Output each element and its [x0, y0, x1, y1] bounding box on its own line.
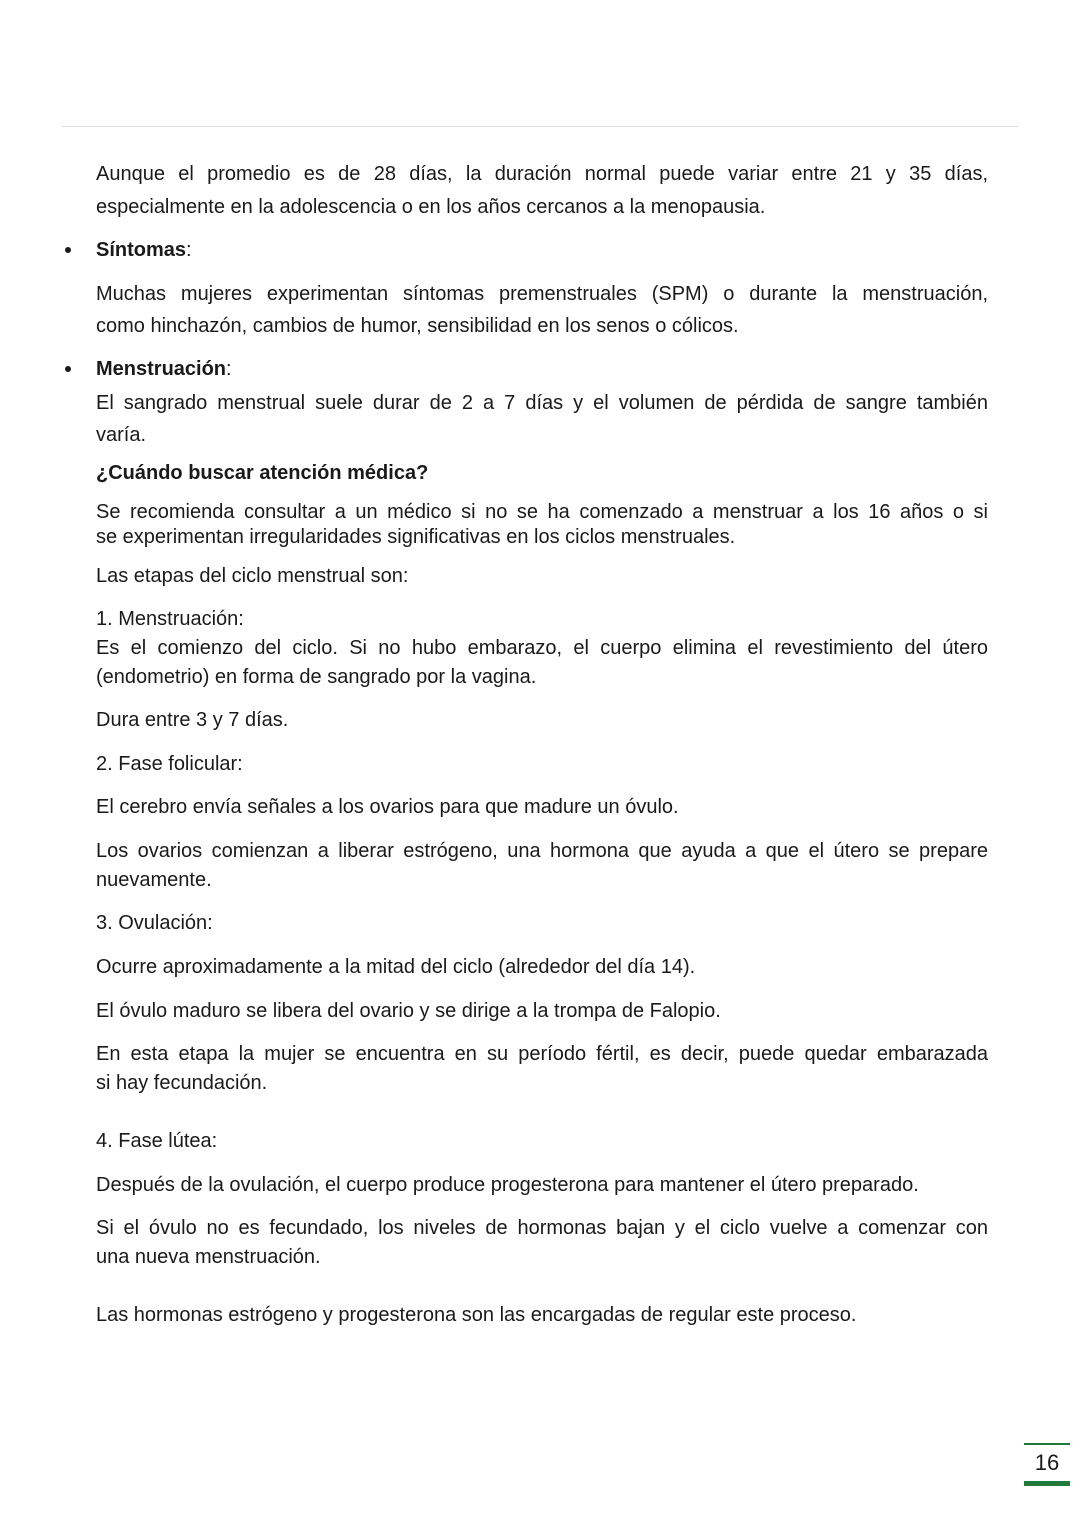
etapa-line: Después de la ovulación, el cuerpo produce progesterona para mantener el útero preparado. — [96, 1174, 919, 1196]
etapa-line: En esta etapa la mujer se encuentra en su período fértil, es decir, puede quedar embarazada — [96, 1043, 988, 1065]
sintomas-colon: : — [186, 239, 192, 261]
atencion-line: Se recomienda consultar a un médico si no se ha comenzado a menstruar a los 16 años o si — [96, 501, 988, 523]
etapa-line: Los ovarios comienzan a liberar estrógeno, una hormona que ayuda a que el útero se prepare — [96, 840, 988, 862]
header-divider — [62, 126, 1018, 127]
etapa-title: 3. Ovulación: — [96, 912, 213, 934]
sintomas-heading — [96, 235, 988, 265]
etapas-intro: Las etapas del ciclo menstrual son: — [96, 565, 409, 587]
etapa-line: (endometrio) en forma de sangrado por la vagina. — [96, 666, 537, 688]
menstruacion-label: Menstruación — [96, 358, 227, 380]
menstruacion-heading — [96, 354, 988, 384]
sintomas-label: Síntomas — [96, 239, 187, 261]
etapa-line: El óvulo maduro se libera del ovario y se dirige a la trompa de Falopio. — [96, 1000, 721, 1022]
atencion-heading: ¿Cuándo buscar atención médica? — [96, 462, 429, 484]
etapa-line: Es el comienzo del ciclo. Si no hubo embarazo, el cuerpo elimina el revestimiento del útero — [96, 637, 988, 659]
etapa-line: Dura entre 3 y 7 días. — [96, 709, 289, 731]
page-number: 16 — [1034, 1450, 1060, 1475]
etapa-line: Ocurre aproximadamente a la mitad del ciclo (alrededor del día 14). — [96, 956, 696, 978]
page-number-top-rule — [1024, 1443, 1070, 1445]
sintomas-line: Muchas mujeres experimentan síntomas premenstruales (SPM) o durante la menstruación, — [96, 283, 988, 305]
etapa-line: si hay fecundación. — [96, 1072, 268, 1094]
etapa-line: una nueva menstruación. — [96, 1246, 321, 1268]
etapa-line: nuevamente. — [96, 869, 212, 891]
closing-paragraph: Las hormonas estrógeno y progesterona son las encargadas de regular este proceso. — [96, 1304, 857, 1326]
menstruacion-line: El sangrado menstrual suele durar de 2 a 7 días y el volumen de pérdida de sangre también — [96, 392, 988, 414]
intro-line: especialmente en la adolescencia o en los años cercanos a la menopausia. — [96, 196, 766, 218]
etapa-line: Si el óvulo no es fecundado, los niveles de hormonas bajan y el ciclo vuelve a comenzar con — [96, 1217, 988, 1239]
atencion-line: se experimentan irregularidades significativas en los ciclos menstruales. — [96, 526, 736, 548]
etapa-title: 2. Fase folicular: — [96, 753, 243, 775]
etapa-title: 1. Menstruación: — [96, 608, 244, 630]
etapa-title: 4. Fase lútea: — [96, 1130, 218, 1152]
page-number-bottom-rule — [1024, 1481, 1070, 1486]
bullet-icon — [65, 247, 71, 253]
etapa-line: El cerebro envía señales a los ovarios para que madure un óvulo. — [96, 796, 679, 818]
menstruacion-line: varía. — [96, 424, 147, 446]
intro-line: Aunque el promedio es de 28 días, la duración normal puede variar entre 21 y 35 días, — [96, 163, 988, 185]
sintomas-line: como hinchazón, cambios de humor, sensibilidad en los senos o cólicos. — [96, 315, 739, 337]
menstruacion-colon: : — [226, 358, 232, 380]
bullet-icon — [65, 366, 71, 372]
